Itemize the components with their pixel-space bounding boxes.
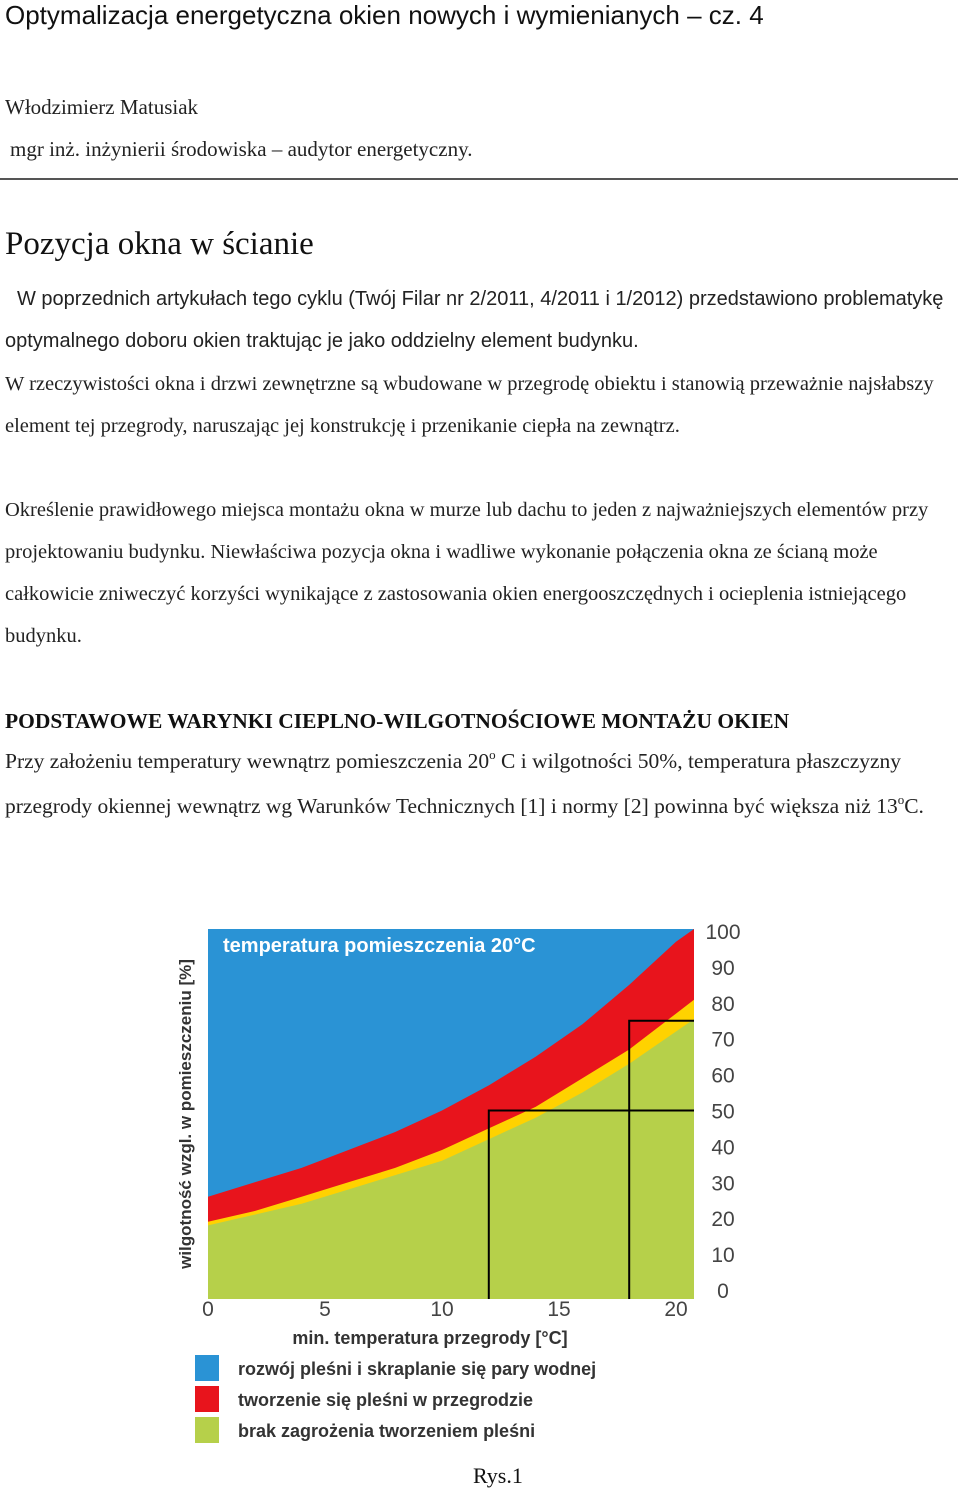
legend-label: brak zagrożenia tworzeniem pleśni [238,1421,536,1441]
y-tick-label: 80 [711,992,735,1016]
y-tick-label: 0 [717,1280,729,1303]
x-tick-label: 10 [430,1298,454,1321]
y-tick-label: 60 [711,1064,735,1088]
legend-label: rozwój pleśni i skraplanie się pary wodnej [238,1359,597,1379]
paragraph: W rzeczywistości okna i drzwi zewnętrzne są wbudowane w przegrodę obiektu i stanowią przeważnie najsłabszy element tej przegrody, naruszając jej konstrukcję i przenikanie ciepła na zewnątrz. [5,373,934,437]
y-tick-label: 50 [711,1100,735,1124]
y-tick-label: 70 [711,1028,735,1052]
y-tick-label: 20 [711,1208,735,1232]
chart-title: temperatura pomieszczenia 20°C [223,935,536,957]
y-axis-label: wilgotność wzgl. w pomieszczeniu [%] [176,959,195,1269]
legend-label: tworzenie się pleśni w przegrodzie [238,1390,534,1410]
legend-swatch [195,1386,219,1412]
humidity-chart [165,912,750,1452]
document-title: Optymalizacja energetyczna okien nowych i wymienianych – cz. 4 [5,0,764,30]
conditions-paragraph: Przy założeniu temperatury wewnątrz pomieszczenia 20$^o$ C i wilgotności 50%, temperatura płaszczyzny przegrody okiennej wewnątrz wg Warunków Technicznych [1] i normy [2] powinna być większa niż 13$^o$C. [5,747,924,818]
y-tick-label: 100 [705,921,741,944]
x-tick-label: 15 [547,1298,571,1321]
author-name: Włodzimierz Matusiak [5,95,199,119]
y-tick-label: 30 [711,1172,735,1196]
y-tick-label: 90 [711,956,735,980]
y-tick-label: 10 [711,1244,735,1268]
y-tick-label: 40 [711,1136,735,1160]
x-tick-label: 5 [319,1298,331,1321]
header-divider [0,178,958,180]
x-axis-label: min. temperatura przegrody [°C] [292,1328,568,1348]
legend-swatch [195,1355,219,1381]
author-role: mgr inż. inżynierii środowiska – audytor energetyczny. [10,137,473,161]
paragraph: Określenie prawidłowego miejsca montażu okna w murze lub dachu to jeden z najważniejszych elementów przy projektowaniu budynku. Niewłaściwa pozycja okna i wadliwe wykonanie połączenia okna ze ścianą może całkowicie zniweczyć korzyści wynikające z zastosowania okien energooszczędnych i ocieplenia istniejącego budynku. [5,499,929,647]
x-tick-label: 0 [202,1298,214,1321]
legend-swatch [195,1417,219,1443]
figure-caption: Rys.1 [473,1463,523,1488]
paragraph: W poprzednich artykułach tego cyklu (Twój Filar nr 2/2011, 4/2011 i 1/2012) przedstawiono problematykę optymalnego doboru okien traktując je jako oddzielny element budynku. [5,288,944,352]
section-heading: Pozycja okna w ścianie [5,226,314,262]
x-tick-label: 20 [664,1298,688,1321]
conditions-heading: PODSTAWOWE WARYNKI CIEPLNO-WILGOTNOŚCIOWE MONTAŻU OKIEN [5,709,790,733]
